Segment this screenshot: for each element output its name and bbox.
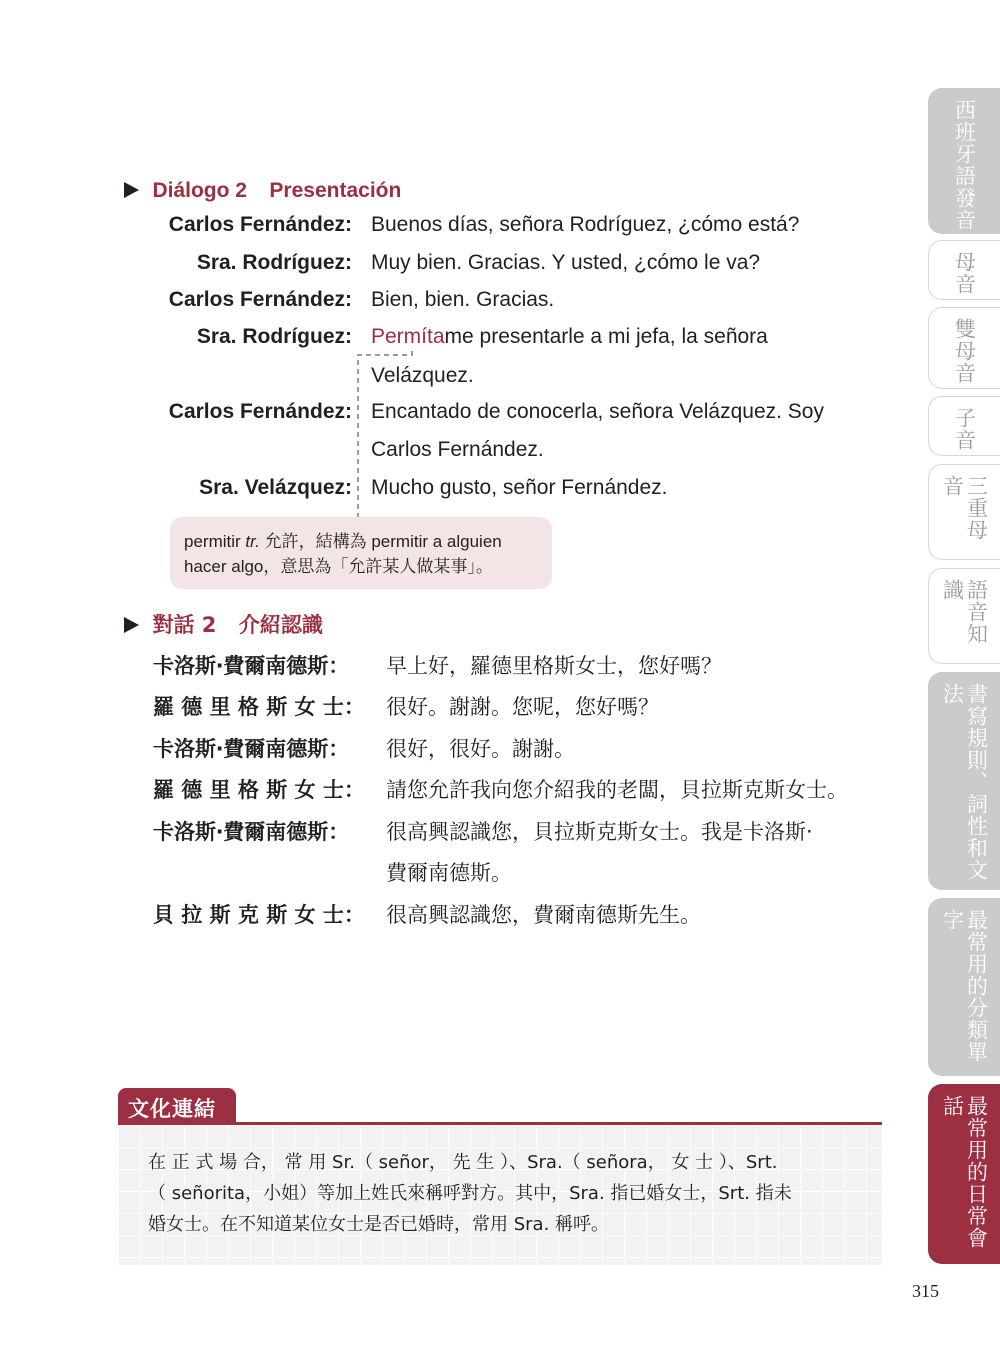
speaker-label: Carlos Fernández: <box>168 288 352 311</box>
culture-title: 文化連結 <box>118 1088 236 1124</box>
dialog-line: Muy bien. Gracias. Y usted, ¿cómo le va? <box>371 251 761 274</box>
dialog-line: 很好。謝謝。您呢，您好嗎？ <box>386 695 659 719</box>
side-tab-label: 母音 <box>952 251 977 295</box>
dialog-line: 早上好，羅德里格斯女士，您好嗎？ <box>386 654 722 678</box>
note-connector-line <box>355 350 417 520</box>
side-tab-diphthongs[interactable] <box>928 307 1000 389</box>
dialog-es-heading <box>124 179 401 203</box>
speaker-label: 羅 德 里 格 斯 女 士： <box>153 778 365 802</box>
dialog-zh-title: 介紹認識 <box>238 613 323 637</box>
side-tab-vowels[interactable] <box>928 240 1000 300</box>
dialog-es-number: Diálogo 2 <box>152 179 247 202</box>
side-tab-consonants[interactable] <box>928 396 1000 456</box>
side-tab-grammar[interactable] <box>928 672 1000 890</box>
side-tab-label: 最常用的分類單字 <box>940 909 989 1063</box>
side-tab-triphthongs[interactable] <box>928 464 1000 560</box>
side-tab-label: 最常用的日常會話 <box>940 1095 989 1249</box>
speaker-label: Carlos Fernández: <box>168 400 352 423</box>
vocab-note <box>170 517 552 589</box>
note-abbr: tr. <box>245 532 260 551</box>
page-number: 315 <box>912 1281 939 1301</box>
side-tab-label: 雙母音 <box>952 318 977 384</box>
dialog-line-continuation: 費爾南德斯。 <box>386 861 512 885</box>
dialog-line-continuation: Carlos Fernández. <box>371 438 544 461</box>
dialog-line-continuation: Velázquez. <box>371 364 474 387</box>
side-tab-label: 三重母音 <box>940 475 989 541</box>
side-tab-label: 子音 <box>952 407 977 451</box>
culture-line: （ señorita，小姐）等加上姓氏來稱呼對方。其中，Sra. 指已婚女士，Srt. 指未 <box>148 1183 792 1204</box>
culture-box <box>118 1125 882 1265</box>
speaker-label: 卡洛斯‧費爾南德斯： <box>153 654 350 678</box>
dialog-line-rest: me presentarle a mi jefa, la señora <box>444 325 768 348</box>
note-line-2: hacer algo，意思為「允許某人做某事」。 <box>184 557 493 576</box>
speaker-label: 羅 德 里 格 斯 女 士： <box>153 695 365 719</box>
speaker-label: Carlos Fernández: <box>168 213 352 236</box>
culture-line: 在 正 式 場 合， 常 用 Sr.（ señor， 先 生 ）、Sra.（ señora， 女 士 ）、Srt. <box>148 1152 778 1173</box>
dialog-line: 很好，很好。謝謝。 <box>386 737 575 761</box>
side-tab-label: 西班牙語發音 <box>952 99 977 231</box>
dialog-zh-number: 對話 2 <box>152 613 217 637</box>
speaker-label: Sra. Rodríguez: <box>196 325 352 348</box>
side-tab-pronunciation[interactable] <box>928 88 1000 234</box>
dialog-line: Bien, bien. Gracias. <box>371 288 555 311</box>
triangle-bullet-icon <box>124 182 139 198</box>
side-tab-label: 書寫規則、詞性和文法 <box>940 683 989 881</box>
side-tab-phonetics[interactable] <box>928 568 1000 664</box>
dialog-zh-heading <box>124 609 323 639</box>
side-tab-conversation[interactable] <box>928 1084 1000 1264</box>
note-line-1: permitir tr. 允許，結構為 permitir a alguien <box>184 532 502 551</box>
highlighted-word: Permíta <box>371 325 445 348</box>
dialog-line: Mucho gusto, señor Fernández. <box>371 476 668 499</box>
triangle-bullet-icon <box>124 617 139 633</box>
speaker-label: 卡洛斯‧費爾南德斯： <box>153 820 350 844</box>
side-tab-vocabulary[interactable] <box>928 898 1000 1076</box>
dialog-line: Buenos días, señora Rodríguez, ¿cómo está? <box>371 213 800 236</box>
speaker-label: Sra. Velázquez: <box>199 476 352 499</box>
dialog-es-title: Presentación <box>269 179 402 202</box>
speaker-label: Sra. Rodríguez: <box>196 251 352 274</box>
dialog-line: 請您允許我向您介紹我的老闆，貝拉斯克斯女士。 <box>386 778 848 802</box>
speaker-label: 卡洛斯‧費爾南德斯： <box>153 737 350 761</box>
culture-text <box>148 1147 852 1240</box>
culture-line: 婚女士。在不知道某位女士是否已婚時，常用 Sra. 稱呼。 <box>148 1214 610 1235</box>
side-tab-label: 語音知識 <box>940 579 989 645</box>
dialog-line: Encantado de conocerla, señora Velázquez. Soy <box>371 400 824 423</box>
dialog-line: 很高興認識您，費爾南德斯先生。 <box>386 903 701 927</box>
dialog-line: 很高興認識您，貝拉斯克斯女士。我是卡洛斯‧ <box>386 820 813 844</box>
dialog-line <box>371 325 768 349</box>
speaker-label: 貝 拉 斯 克 斯 女 士： <box>153 903 365 927</box>
